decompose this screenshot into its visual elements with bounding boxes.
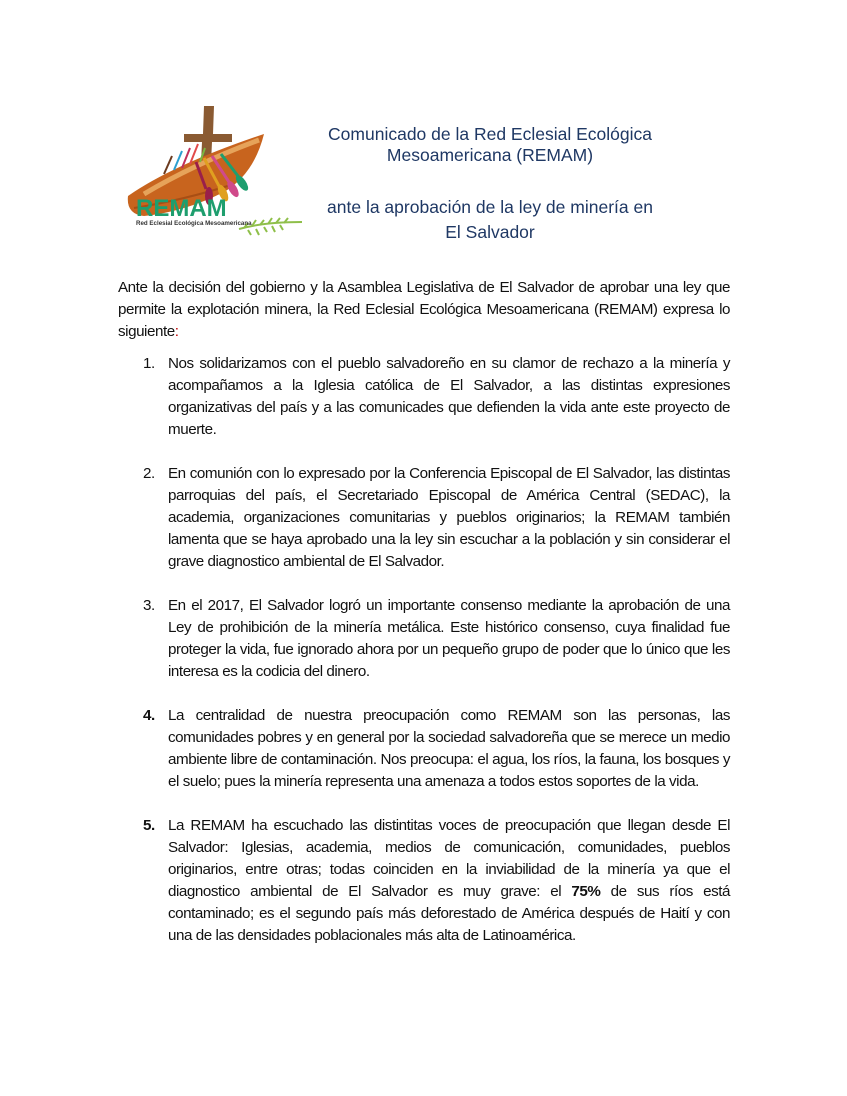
document-body — [118, 277, 730, 947]
list-item — [118, 595, 730, 683]
item-number: 4. — [143, 707, 155, 724]
item-number: 5. — [143, 817, 155, 834]
item-text: Nos solidarizamos con el pueblo salvadoreño en su clamor de rechazo a la minería y acompañamos a la Iglesia católica de El Salvador, a las distintas expresiones organizativas del país y a las comunicades que defienden la vida ante este proyecto de muerte. — [168, 355, 730, 438]
remam-logo — [124, 104, 309, 242]
list-item — [118, 353, 730, 441]
document-title — [300, 124, 680, 245]
item-text: La REMAM ha escuchado las distintitas voces de preocupación que llegan desde El Salvador: Iglesias, academia, medios de comunicación, comunidades, pueblos originarios, entre otras; todas coinciden en la inviabilidad de la minería ya que el diagnostico ambiental de El Salvador es muy grave: el — [168, 817, 730, 900]
title-line-1: Comunicado de la Red Eclesial Ecológica — [328, 124, 652, 144]
intro-colon: : — [174, 323, 179, 340]
item-number: 3. — [143, 597, 155, 614]
item-text-bold: 75% — [571, 883, 601, 900]
item-text: La centralidad de nuestra preocupación como REMAM son las personas, las comunidades pobres y en general por la sociedad salvadoreña que se merece un medio ambiente libre de contaminación. Nos preocupa: el agua, los ríos, la fauna, los bosques y el suelo; pues la minería representa una amenaza a todos estos soportes de la vida. — [168, 707, 730, 790]
item-text: En el 2017, El Salvador logró un importante consenso mediante la aprobación de una Ley de prohibición de la minería metálica. Este histórico consenso, cuya finalidad fue proteger la vida, fue ignorado ahora por un pequeño grupo de poder que lo único que les interesa es la codicia del dinero. — [168, 597, 730, 680]
subtitle-line-2: El Salvador — [445, 222, 535, 242]
title-line-2: Mesoamericana (REMAM) — [386, 145, 594, 165]
item-text-end: de sus ríos está contaminado; es el segundo país más deforestado de América después de Haití y con una de las densidades poblacionales más alta de Latinoamérica. — [168, 883, 730, 944]
logo-wordmark: REMAM — [136, 195, 227, 222]
list-item — [118, 463, 730, 573]
intro-paragraph — [118, 277, 730, 343]
item-text: En comunión con lo expresado por la Conferencia Episcopal de El Salvador, las distintas parroquias del país, el Secretariado Episcopal de América Central (SEDAC), la academia, organizaciones comunitarias y pueblos originarios; la REMAM también lamenta que se haya aprobado una la ley sin escuchar a la población y sin considerar el grave diagnostico ambiental de El Salvador. — [168, 465, 730, 570]
subtitle-line-1: ante la aprobación de la ley de minería en — [327, 197, 653, 217]
intro-text: Ante la decisión del gobierno y la Asamblea Legislativa de El Salvador de aprobar una ley que permite la explotación minera, la Red Eclesial Ecológica Mesoamericana (REMAM) expresa lo siguiente — [118, 279, 730, 340]
item-number: 2. — [143, 465, 155, 482]
statement-list — [118, 353, 730, 947]
list-item — [118, 705, 730, 793]
logo-tagline: Red Eclesial Ecológica Mesoamericana — [136, 220, 252, 227]
canoe-cross-logo-icon — [124, 104, 309, 242]
item-number: 1. — [143, 355, 155, 372]
list-item — [118, 815, 730, 947]
